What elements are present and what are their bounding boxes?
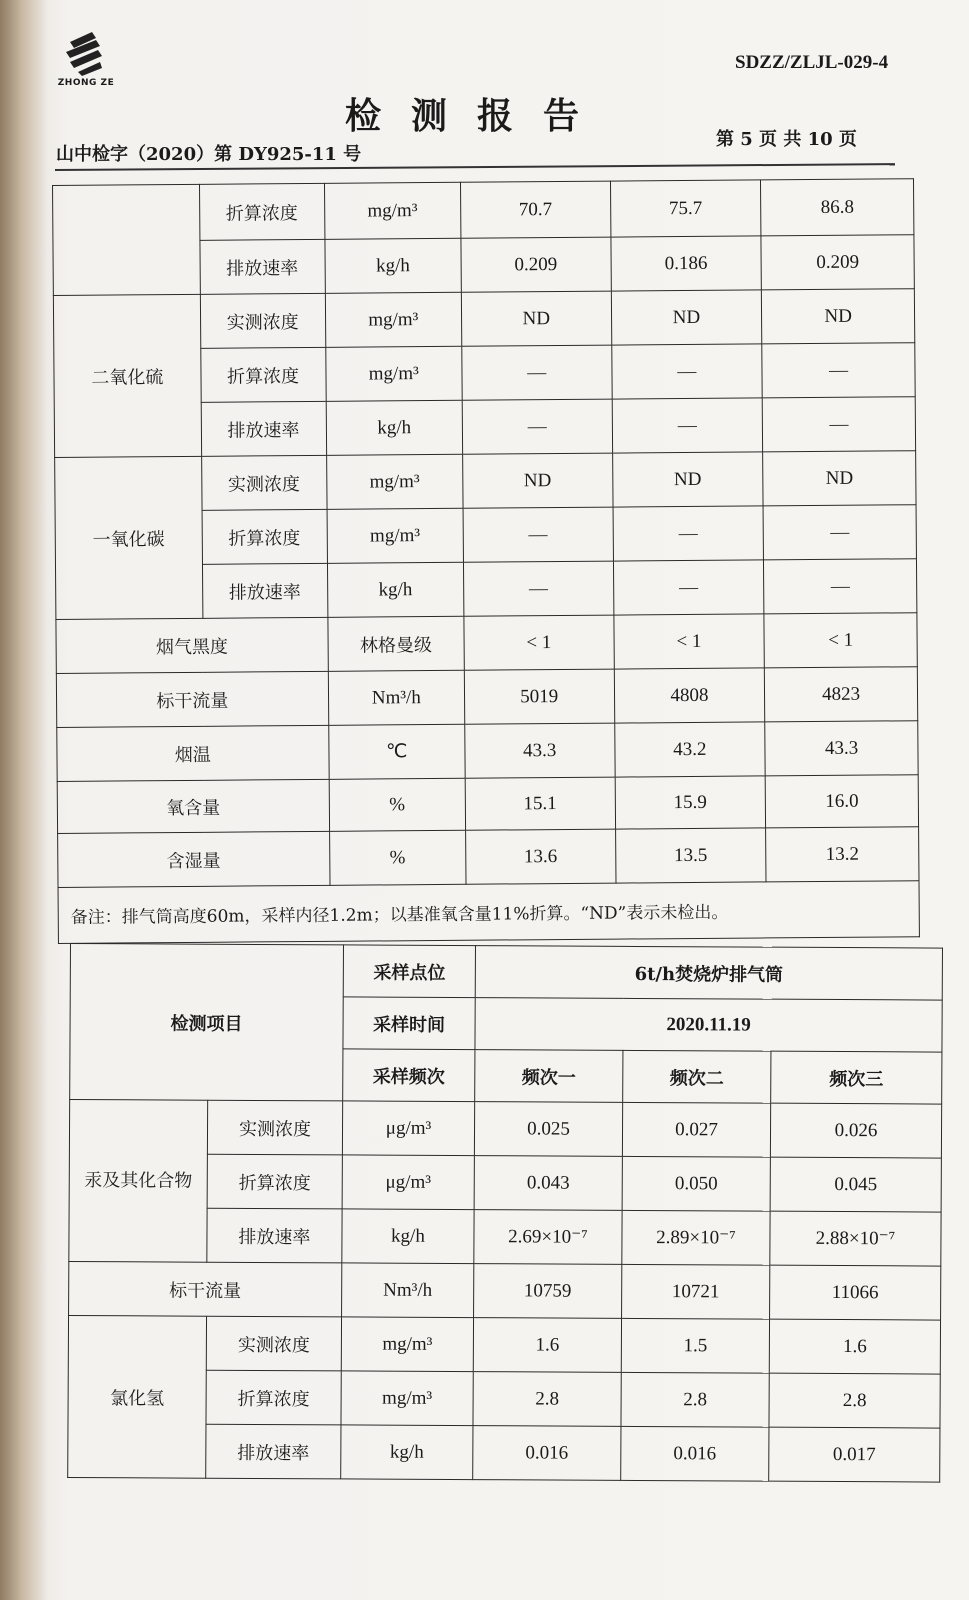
table-row <box>57 721 918 782</box>
value-cell: < 1 <box>764 613 917 668</box>
value-cell: 43.3 <box>465 723 615 778</box>
value-cell: — <box>462 345 612 400</box>
value-cell: 13.2 <box>766 827 919 882</box>
value-cell: 15.9 <box>615 776 766 829</box>
item-name-cell: 烟温 <box>57 725 329 781</box>
param-cell: 折算浓度 <box>199 183 324 240</box>
table-row <box>57 775 918 834</box>
value-cell: 0.186 <box>610 236 761 291</box>
value-cell: 2.88×10⁻⁷ <box>770 1211 941 1266</box>
value-cell: — <box>763 505 916 560</box>
item-name-cell: 氯化氢 <box>68 1315 207 1478</box>
value-cell: — <box>463 561 613 616</box>
value-cell: 0.050 <box>622 1156 770 1211</box>
value-cell: 10759 <box>474 1264 622 1319</box>
value-cell: 0.027 <box>622 1102 770 1157</box>
param-cell: 排放速率 <box>200 239 325 294</box>
param-cell: 折算浓度 <box>207 1154 342 1209</box>
value-cell: 70.7 <box>460 181 610 238</box>
results-table-2 <box>67 943 943 1483</box>
item-header-cell: 检测项目 <box>70 944 344 1101</box>
unit-cell: % <box>329 830 466 885</box>
unit-cell: kg/h <box>325 238 462 293</box>
value-cell: 43.3 <box>765 721 918 776</box>
value-cell: 0.025 <box>474 1102 622 1157</box>
value-cell: 1.6 <box>473 1318 621 1373</box>
value-cell: 0.209 <box>761 235 914 290</box>
value-cell: 5019 <box>464 669 614 724</box>
item-name-cell: 含湿量 <box>58 831 330 887</box>
item-name-cell: 烟气黑度 <box>56 617 328 673</box>
value-cell: 2.8 <box>621 1372 769 1427</box>
param-cell: 折算浓度 <box>202 509 327 564</box>
table-row <box>53 179 914 242</box>
value-cell: 43.2 <box>614 722 765 777</box>
report-number: 山中检字（2020）第 DY925-11 号 <box>56 144 362 165</box>
unit-cell: ℃ <box>328 724 465 779</box>
value-cell: — <box>762 397 915 452</box>
table-row <box>53 289 914 350</box>
value-cell: 2.8 <box>769 1373 940 1428</box>
value-cell: 0.017 <box>769 1427 940 1482</box>
value-cell: 0.209 <box>461 237 611 292</box>
value-cell: ND <box>463 453 613 508</box>
table-row <box>58 827 919 888</box>
unit-cell: mg/m³ <box>341 1371 473 1426</box>
param-cell: 排放速率 <box>206 1424 341 1479</box>
value-cell: 0.045 <box>770 1157 941 1212</box>
unit-cell: 林格曼级 <box>328 616 465 671</box>
value-cell: 86.8 <box>761 179 914 236</box>
value-cell: — <box>462 399 612 454</box>
value-cell: 4823 <box>765 667 918 722</box>
label-cell: 采样点位 <box>343 945 475 998</box>
table-row <box>68 1315 940 1374</box>
unit-cell: kg/h <box>342 1209 474 1264</box>
value-cell: 4808 <box>614 668 765 723</box>
item-name-cell: 标干流量 <box>69 1261 342 1316</box>
zhong-ze-logo-icon <box>56 30 116 78</box>
frequency-header: 频次二 <box>623 1050 771 1103</box>
unit-cell: Nm³/h <box>342 1263 474 1318</box>
unit-cell: μg/m³ <box>342 1101 474 1156</box>
value-cell: ND <box>762 289 915 344</box>
item-name-cell: 二氧化硫 <box>53 294 201 457</box>
sampling-point-value: 6t/h焚烧炉排气筒 <box>475 946 942 1000</box>
value-cell: — <box>611 344 762 399</box>
sampling-time-value: 2020.11.19 <box>475 998 942 1052</box>
unit-cell: mg/m³ <box>326 454 463 509</box>
item-name-cell: 一氧化碳 <box>55 456 203 619</box>
table-row <box>70 944 942 1001</box>
item-name-cell: 氧含量 <box>57 779 329 833</box>
table-row <box>56 613 917 674</box>
value-cell: — <box>613 560 764 615</box>
results-table-1 <box>52 178 920 944</box>
value-cell: ND <box>763 451 916 506</box>
value-cell: < 1 <box>464 615 614 670</box>
value-cell: 15.1 <box>465 777 615 830</box>
unit-cell: μg/m³ <box>342 1155 474 1210</box>
unit-cell: mg/m³ <box>324 182 461 239</box>
value-cell: 0.016 <box>473 1426 621 1481</box>
value-cell: 0.016 <box>621 1426 769 1481</box>
value-cell: 75.7 <box>610 180 761 237</box>
param-cell: 实测浓度 <box>207 1100 342 1155</box>
logo-text: ZHONG ZE <box>57 78 115 88</box>
company-logo <box>56 30 116 100</box>
item-name-cell: 汞及其化合物 <box>69 1100 208 1263</box>
param-cell: 排放速率 <box>207 1208 342 1263</box>
value-cell: 2.8 <box>473 1372 621 1427</box>
param-cell: 排放速率 <box>201 401 326 456</box>
unit-cell: kg/h <box>327 562 464 617</box>
table-row <box>69 1261 941 1320</box>
value-cell: — <box>762 343 915 398</box>
param-cell: 实测浓度 <box>200 293 325 348</box>
unit-cell: kg/h <box>326 400 463 455</box>
unit-cell: % <box>329 778 466 831</box>
value-cell: ND <box>461 291 611 346</box>
label-cell: 采样频次 <box>343 1049 475 1102</box>
unit-cell: mg/m³ <box>327 508 464 563</box>
value-cell: 13.5 <box>615 828 766 883</box>
value-cell: — <box>764 559 917 614</box>
page-number: 第 5 页 共 10 页 <box>716 129 857 150</box>
param-cell: 折算浓度 <box>200 347 325 402</box>
continued-item-cell <box>53 184 200 295</box>
frequency-header: 频次三 <box>771 1051 942 1104</box>
value-cell: 13.6 <box>466 829 616 884</box>
remarks-note: 备注：排气筒高度60m，采样内径1.2m；以基准氧含量11%折算。“ND”表示未检出。 <box>58 881 919 944</box>
unit-cell: mg/m³ <box>325 346 462 401</box>
param-cell: 实测浓度 <box>206 1316 341 1371</box>
param-cell: 实测浓度 <box>201 455 326 510</box>
value-cell: 11066 <box>770 1265 941 1320</box>
value-cell: 10721 <box>622 1264 770 1319</box>
table-row <box>58 881 919 944</box>
unit-cell: mg/m³ <box>325 292 462 347</box>
frequency-header: 频次一 <box>475 1050 623 1103</box>
value-cell: ND <box>612 452 763 507</box>
label-cell: 采样时间 <box>343 997 475 1050</box>
unit-cell: Nm³/h <box>328 670 465 725</box>
table-row <box>55 451 916 512</box>
unit-cell: mg/m³ <box>341 1317 473 1372</box>
value-cell: < 1 <box>613 614 764 669</box>
value-cell: 1.6 <box>769 1319 940 1374</box>
value-cell: ND <box>611 290 762 345</box>
value-cell: 16.0 <box>765 775 918 828</box>
table-row <box>56 667 917 728</box>
unit-cell: kg/h <box>341 1425 473 1480</box>
page-title: 检测报告 <box>345 95 610 137</box>
item-name-cell: 标干流量 <box>56 671 328 727</box>
value-cell: 2.89×10⁻⁷ <box>622 1210 770 1265</box>
value-cell: — <box>613 506 764 561</box>
document-code: SDZZ/ZLJL-029-4 <box>735 52 889 73</box>
param-cell: 折算浓度 <box>206 1370 341 1425</box>
value-cell: 1.5 <box>621 1318 769 1373</box>
value-cell: 2.69×10⁻⁷ <box>474 1210 622 1265</box>
value-cell: 0.026 <box>770 1103 941 1158</box>
value-cell: — <box>612 398 763 453</box>
value-cell: — <box>463 507 613 562</box>
value-cell: 0.043 <box>474 1156 622 1211</box>
param-cell: 排放速率 <box>202 563 327 618</box>
table-row <box>69 1100 941 1159</box>
